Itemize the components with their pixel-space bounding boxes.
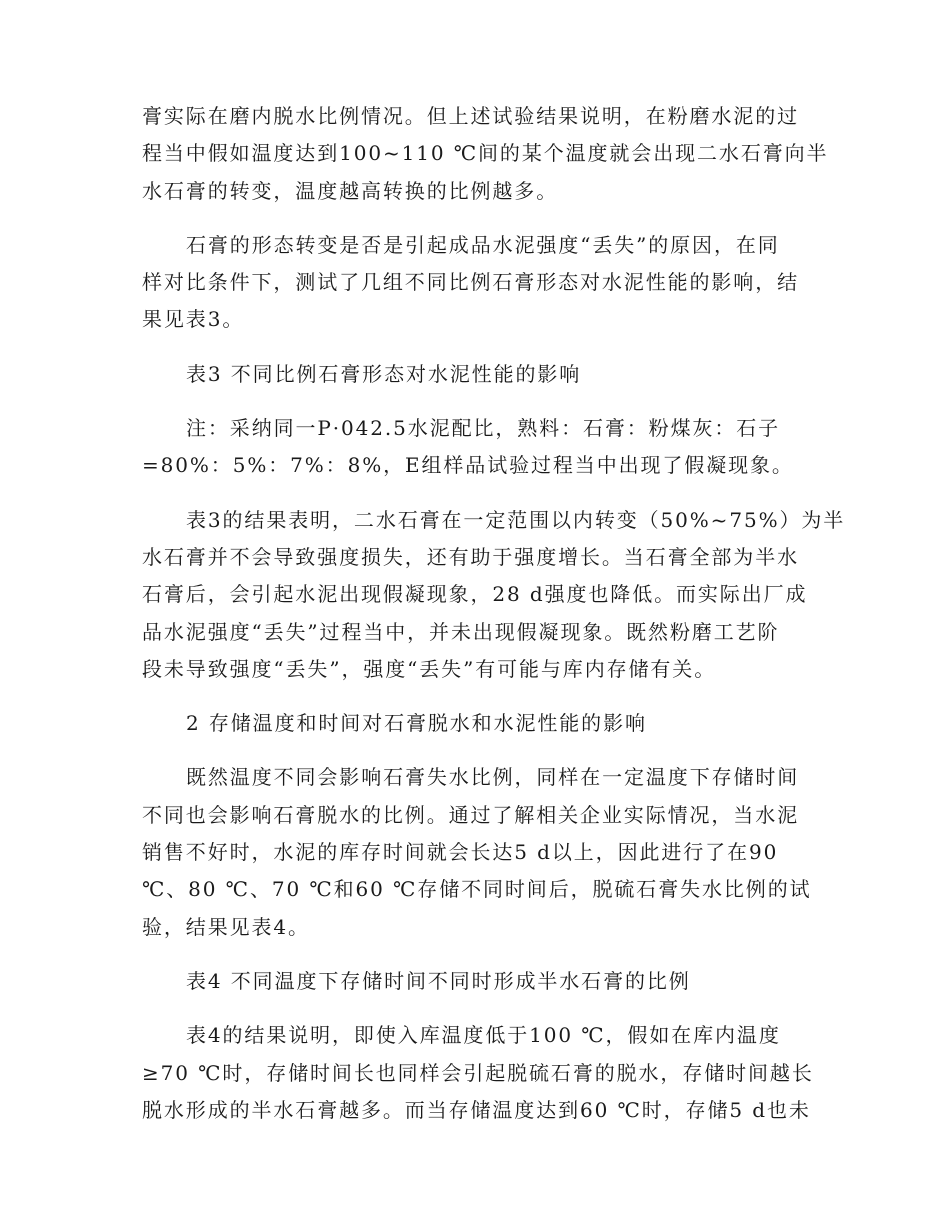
table-4-caption [142, 963, 807, 1000]
text-line: 既然温度不同会影响石膏失水比例，同样在一定温度下存储时间 [186, 765, 800, 790]
text-line: 脱水形成的半水石膏越多。而当存储温度达到60 ℃时，存储5 d也未 [142, 1097, 811, 1122]
text-line: 验，结果见表4。 [142, 914, 310, 939]
text-line: 销售不好时，水泥的库存时间就会长达5 d以上，因此进行了在90 [142, 840, 779, 865]
text-line: 程当中假如温度达到100~110 ℃间的某个温度就会出现二水石膏向半 [142, 141, 829, 166]
paragraph-table-4-results [142, 1017, 814, 1129]
text-line: 注：采纳同一P·042.5水泥配比，熟料：石膏：粉煤灰：石子 [186, 416, 781, 441]
section-heading-2 [142, 705, 807, 742]
text-line: 果见表3。 [142, 307, 245, 332]
text-line: ≥70 ℃时，存储时间长也同样会引起脱硫石膏的脱水，存储时间越长 [142, 1060, 814, 1085]
document-body [142, 98, 846, 1146]
text-line: ℃、80 ℃、70 ℃和60 ℃存储不同时间后，脱硫石膏失水比例的试 [142, 877, 812, 902]
paragraph-table-3-results [142, 502, 846, 688]
heading-text: 2 存储温度和时间对石膏脱水和水泥性能的影响 [186, 711, 647, 736]
text-line: 表4的结果说明，即使入库温度低于100 ℃，假如在库内温度 [186, 1023, 781, 1048]
caption-text: 表3 不同比例石膏形态对水泥性能的影响 [186, 361, 582, 386]
text-line: 不同也会影响石膏脱水的比例。通过了解相关企业实际情况，当水泥 [142, 802, 799, 827]
text-line: 水石膏并不会导致强度损失，还有助于强度增长。当石膏全部为半水 [142, 544, 799, 569]
text-line: 段未导致强度“丢失”，强度“丢失”有可能与库内存储有关。 [142, 656, 717, 681]
text-line: 样对比条件下，测试了几组不同比例石膏形态对水泥性能的影响，结 [142, 270, 799, 295]
text-line: 膏实际在磨内脱水比例情况。但上述试验结果说明，在粉磨水泥的过 [142, 104, 799, 128]
text-line: 品水泥强度“丢失”过程当中，并未出现假凝现象。既然粉磨工艺阶 [142, 619, 780, 644]
caption-text: 表4 不同温度下存储时间不同时形成半水石膏的比例 [186, 968, 691, 993]
text-line: =80%：5%：7%：8%，E组样品试验过程当中出现了假凝现象。 [142, 453, 794, 478]
text-line: 水石膏的转变，温度越高转换的比例越多。 [142, 178, 559, 203]
paragraph-storage-time [142, 759, 812, 945]
text-line: 石膏后，会引起水泥出现假凝现象，28 d强度也降低。而实际出厂成 [142, 582, 808, 607]
table-3-note [142, 410, 807, 485]
paragraph-strength-loss-question [142, 227, 807, 339]
paragraph-gypsum-dehydration-mill [142, 98, 829, 210]
table-3-caption [142, 356, 807, 393]
text-line: 表3的结果表明，二水石膏在一定范围以内转变（50%~75%）为半 [186, 507, 846, 532]
text-line: 石膏的形态转变是否是引起成品水泥强度“丢失”的原因，在同 [186, 232, 780, 257]
